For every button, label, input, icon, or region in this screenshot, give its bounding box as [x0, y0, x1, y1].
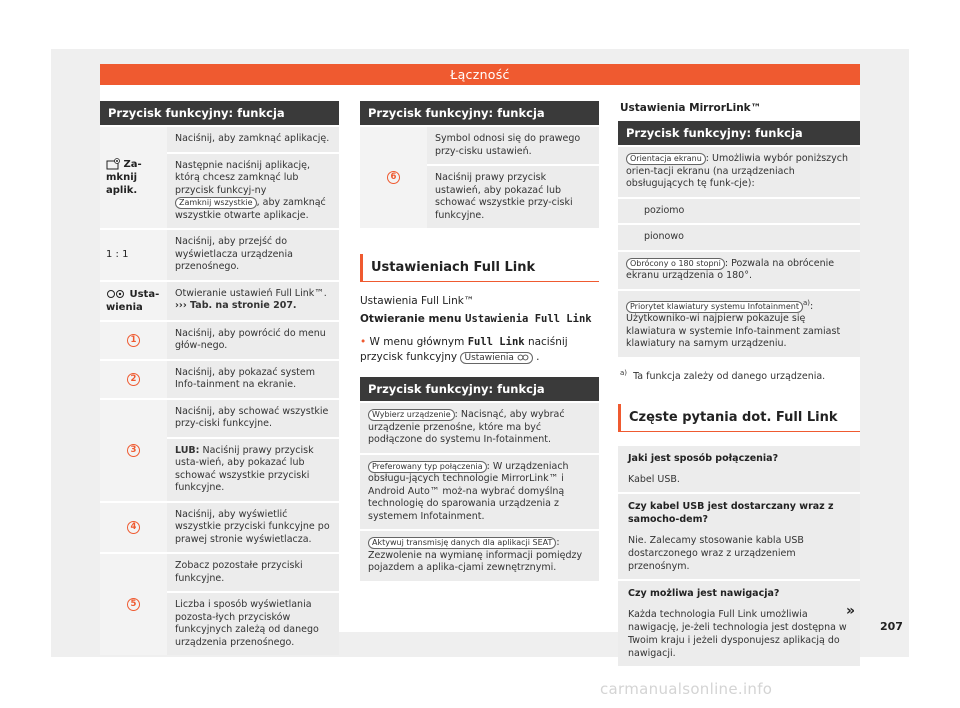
table-row: Aktywuj transmisję danych dla aplikacji SEAT : Zezwolenie na wymianę informacji pomiędzy pojazdem a aplika-cjami zewnętrznymi.	[360, 529, 599, 581]
faq-answer: Kabel USB.	[628, 473, 680, 485]
callout-number: 1	[127, 334, 140, 347]
row-label: 1 : 1	[100, 230, 167, 280]
table-row	[100, 552, 339, 655]
cell-text: Naciśnij, aby powrócić do menu głów-nego.	[167, 322, 339, 359]
faq-item	[618, 492, 860, 579]
cell-text: Otwieranie ustawień Full Link™.	[175, 287, 327, 299]
cell-text: LUB: Naciśnij prawy przycisk usta-wień, aby pokazać lub schować wszystkie przyciski funkcyjne.	[167, 437, 339, 501]
settings-icon	[517, 353, 529, 362]
faq-question: Czy kabel USB jest dostarczany wraz z samocho-dem?	[628, 500, 834, 525]
table-row	[100, 359, 339, 398]
table-head: Przycisk funkcyjny: funkcja	[360, 101, 599, 125]
table-row	[100, 280, 339, 320]
continue-mark: »	[846, 603, 856, 619]
open-menu-line: Otwieranie menu Ustawienia Full Link	[360, 313, 592, 325]
callout-number: 3	[127, 444, 140, 457]
table-row: Orientacja ekranu : Umożliwia wybór poniższych orien-tacji ekranu (na urządzeniach obsługujących tę funk-cje):	[618, 145, 860, 197]
section-title: Częste pytania dot. Full Link	[618, 404, 860, 432]
page-reference-link[interactable]: ››› Tab. na stronie 207.	[175, 300, 297, 311]
screen-orientation-option[interactable]: Orientacja ekranu	[626, 153, 706, 165]
cell-text: Naciśnij, aby przejść do wyświetlacza urządzenia przenośnego.	[167, 230, 339, 280]
data-transfer-option[interactable]: Aktywuj transmisję danych dla aplikacji SEAT	[368, 537, 556, 549]
close-app-icon	[106, 158, 120, 170]
table-row: Wybierz urządzenie : Nacisnąć, aby wybrać urządzenie przenośne, które ma być podłączone do systemu In-fotainment.	[360, 401, 599, 453]
callout-number: 5	[127, 598, 140, 611]
preferred-connection-option[interactable]: Preferowany typ połączenia	[368, 461, 487, 473]
row-label: Za-mknij aplik.	[106, 159, 142, 196]
faq-answer: Każda technologia Full Link umożliwia nawigację, je-żeli technologia jest dostępna w Twoim kraju i jeżeli dysponujesz aplikacją do nawigacji.	[628, 608, 847, 659]
cell-text: Naciśnij prawy przycisk ustawień, aby pokazać lub schować wszystkie przy-ciski funkcyjne.	[427, 164, 599, 228]
callout-number: 2	[127, 373, 140, 386]
cell-text: Liczba i sposób wyświetlania pozosta-łych przycisków funkcyjnych zależą od danego urządzenia przenośnego.	[167, 591, 339, 655]
table-row: Priorytet klawiatury systemu Infotainment $^{a)}$: Użytkowniko-wi najpierw pokazuje się klawiatura w systemie Info-tainment zamiast klawiatury na samym urządzeniu.	[618, 289, 860, 357]
page-header: Łączność	[100, 64, 860, 85]
select-device-option[interactable]: Wybierz urządzenie	[368, 409, 455, 421]
table-row	[360, 125, 599, 228]
section-title: Ustawieniach Full Link	[360, 254, 599, 282]
callout-number: 6	[387, 171, 400, 184]
cell-text: Naciśnij, aby schować wszystkie przy-ciski funkcyjne.	[167, 400, 339, 437]
faq-item	[618, 579, 860, 666]
function-table-1	[100, 101, 339, 655]
table-row: Preferowany typ połączenia : W urządzeniach obsługu-jących technologie MirrorLink™ i Android Auto™ moż-na wybrać domyślną technologię do sparowania urządzenia z systemem Infotainment.	[360, 453, 599, 530]
table-head: Przycisk funkcyjny: funkcja	[100, 101, 339, 125]
rotate-180-option[interactable]: Obrócony o 180 stopni	[626, 258, 725, 270]
watermark: carmanualsonline.info	[600, 680, 773, 698]
orientation-portrait: pionowo	[618, 223, 860, 250]
section-subtitle: Ustawienia Full Link™	[360, 295, 475, 307]
cell-text: Zobacz pozostałe przyciski funkcyjne.	[167, 554, 339, 591]
cell-text: Naciśnij, aby wyświetlić wszystkie przyciski funkcyjne po prawej stronie wyświetlacza.	[167, 503, 339, 553]
keyboard-priority-option[interactable]: Priorytet klawiatury systemu Infotainment	[626, 301, 803, 313]
table-row	[100, 501, 339, 553]
faq-question: Czy możliwa jest nawigacja?	[628, 587, 780, 599]
faq-item	[618, 444, 860, 492]
table-row: Obrócony o 180 stopni : Pozwala na obrócenie ekranu urządzenia o 180°.	[618, 250, 860, 289]
settings-button[interactable]: Ustawienia	[460, 352, 532, 364]
faq-answer: Nie. Zalecamy stosowanie kabla USB dostarczonego wraz z urządzeniem przenośnym.	[628, 534, 804, 572]
cell-text: Naciśnij, aby pokazać system Info-tainment na ekranie.	[167, 361, 339, 398]
settings-icon	[106, 288, 126, 300]
right-column	[618, 101, 860, 666]
table-row	[100, 228, 339, 280]
mirrorlink-title: Ustawienia MirrorLink™	[620, 102, 762, 114]
close-all-button-label: Zamknij wszystkie	[175, 197, 257, 209]
row-label: Usta-wienia	[106, 288, 160, 313]
footnote: $^{a)}$ Ta funkcja zależy od danego urządzenia.	[620, 368, 826, 382]
middle-column	[360, 101, 599, 581]
callout-number: 4	[127, 521, 140, 534]
table-row	[100, 398, 339, 501]
page-number: 207	[880, 620, 903, 633]
cell-text: Naciśnij, aby zamknąć aplikację.	[167, 127, 339, 152]
orientation-landscape: poziomo	[618, 197, 860, 224]
table-head: Przycisk funkcyjny: funkcja	[618, 121, 860, 145]
cell-text: Symbol odnosi się do prawego przy-cisku ustawień.	[427, 127, 599, 164]
cell-text: Następnie naciśnij aplikację, którą chcesz zamknąć lub przycisk funkcyj-ny Zamknij wszystkie , aby zamknąć wszystkie otwarte aplikacje.	[167, 152, 339, 229]
instruction: • W menu głównym Full Link naciśnij przycisk funkcyjny Ustawienia .	[360, 336, 568, 363]
table-row	[100, 125, 339, 228]
faq-question: Jaki jest sposób połączenia?	[628, 452, 779, 464]
table-row	[100, 320, 339, 359]
table-head: Przycisk funkcyjny: funkcja	[360, 377, 599, 401]
